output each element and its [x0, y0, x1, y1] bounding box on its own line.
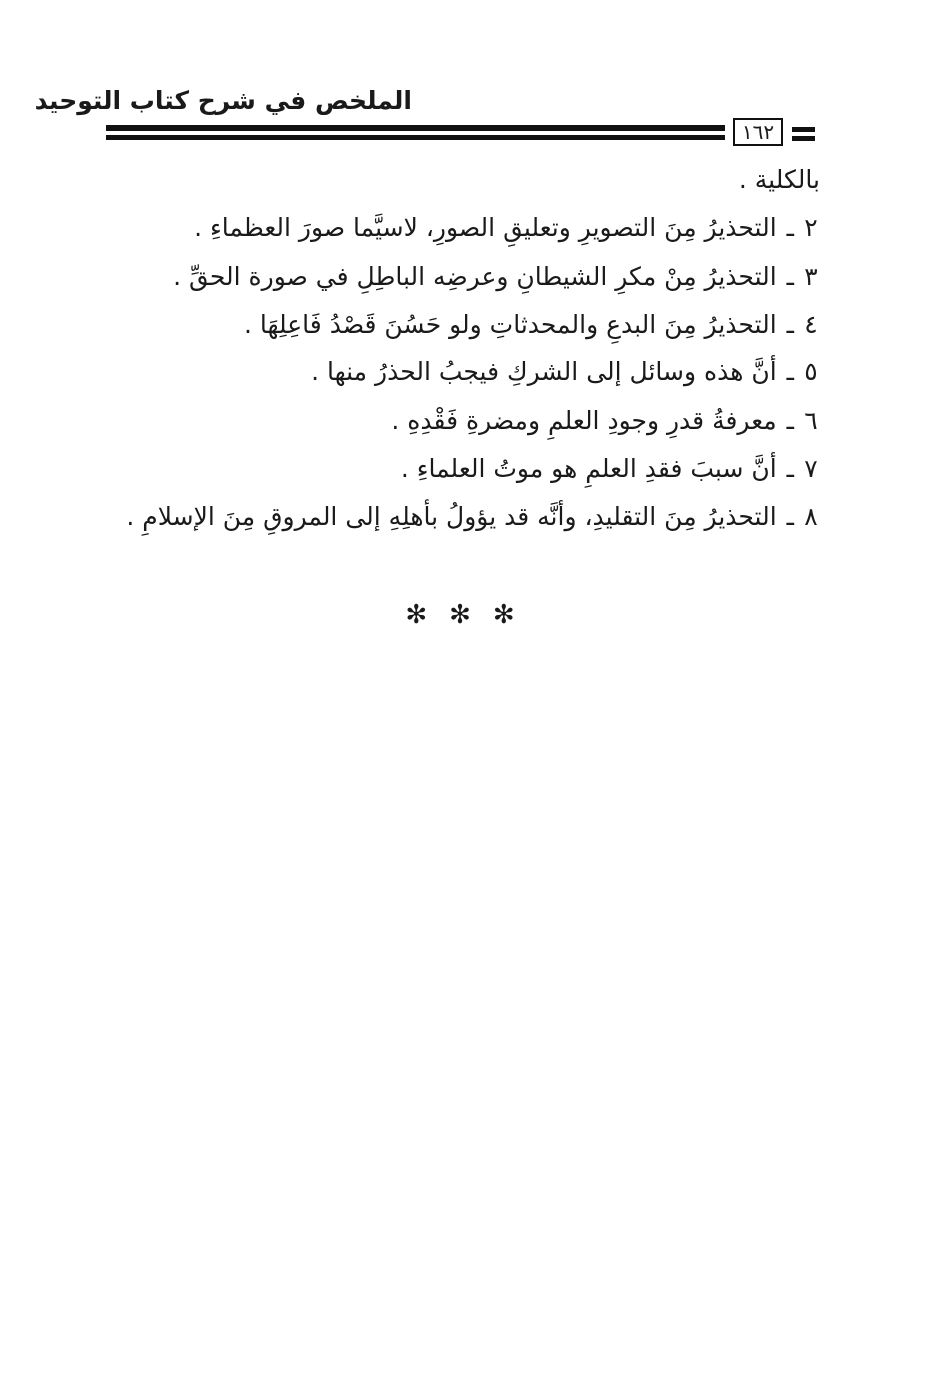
continuation-line: بالكلية .	[738, 165, 820, 194]
list-item	[244, 305, 820, 345]
item-number: ٨	[804, 502, 818, 531]
header-rule	[106, 135, 725, 140]
item-number: ٦	[804, 406, 818, 435]
list-item	[401, 449, 820, 489]
list-item	[311, 352, 820, 392]
item-dash: ـ	[786, 213, 794, 242]
item-dash: ـ	[786, 262, 794, 291]
item-text: التحذيرُ مِنَ التقليدِ، وأنَّه قد يؤولُ بأهلِهِ إلى المروقِ مِنَ الإسلامِ .	[126, 502, 777, 531]
item-text: معرفةُ قدرِ وجودِ العلمِ ومضرةِ فَقْدِهِ .	[391, 406, 777, 435]
section-separator: ✻✻✻	[405, 600, 537, 630]
header-ornament-bar	[792, 127, 815, 132]
list-item	[126, 497, 820, 537]
item-text: التحذيرُ مِنَ التصويرِ وتعليقِ الصورِ، لاسيَّما صورَ العظماءِ .	[194, 213, 777, 242]
list-item	[173, 257, 820, 297]
header-rule	[106, 125, 725, 131]
item-text: التحذيرُ مِنَ البدعِ والمحدثاتِ ولو حَسُنَ قَصْدُ فَاعِلِهَا .	[243, 310, 777, 339]
item-dash: ـ	[786, 454, 794, 483]
item-text: أنَّ سببَ فقدِ العلمِ هو موتُ العلماءِ .	[400, 454, 777, 483]
header-ornament-bar	[792, 136, 815, 141]
item-number: ٣	[804, 262, 818, 291]
item-number: ٥	[804, 357, 818, 386]
item-dash: ـ	[786, 357, 794, 386]
item-text: أنَّ هذه وسائل إلى الشركِ فيجبُ الحذرُ منها .	[311, 357, 777, 386]
item-dash: ـ	[786, 406, 794, 435]
item-number: ٢	[804, 213, 818, 242]
item-dash: ـ	[786, 310, 794, 339]
page-number: ١٦٢	[733, 118, 783, 146]
item-dash: ـ	[786, 502, 794, 531]
list-item	[391, 401, 820, 441]
item-text: التحذيرُ مِنْ مكرِ الشيطانِ وعرضِه الباطِلِ في صورة الحقِّ .	[173, 262, 777, 291]
item-number: ٧	[804, 454, 818, 483]
list-item	[194, 208, 820, 248]
item-number: ٤	[804, 310, 818, 339]
running-header-title: الملخص في شرح كتاب التوحيد	[34, 86, 412, 115]
